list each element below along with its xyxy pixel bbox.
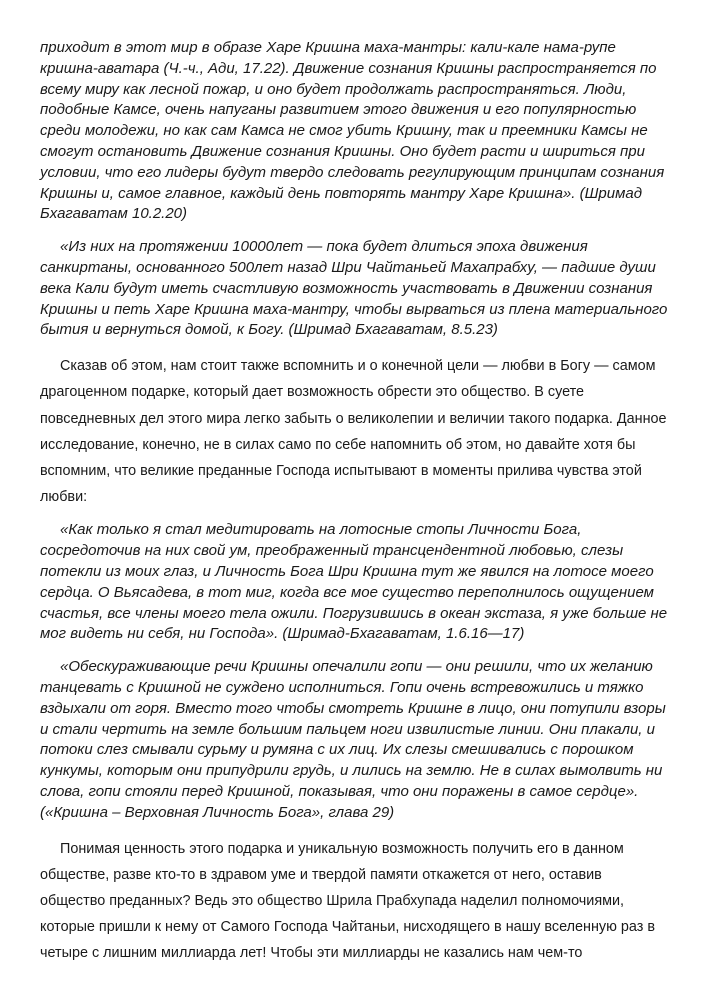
quote-paragraph-1: приходит в этот мир в образе Харе Кришна маха-мантры: кали-кале нама-рупе кришна-аватара (Ч.-ч., Ади, 17.22). Движение сознания Кришны распространяется по всему миру как лесной пожар, и оно будет продолжать распространяться. Люди, подобные Камсе, очень напуганы развитием этого движения и его популярностью среди молодежи, но как сам Камса не смог убить Кришну, так и преемники Камсы не смогут остановить Движение сознания Кришны. Оно будет расти и шириться при условии, что его лидеры будут твердо следовать регулирующим принципам сознания Кришны и, самое главное, каждый день повторять мантру Харе Кришна». (Шримад Бхагаватам 10.2.20) (40, 39, 665, 223)
quote-paragraph-2: «Из них на протяжении 10000лет — пока будет длиться эпоха движения санкиртаны, основанного 500лет назад Шри Чайтаньей Махапрабху, — падшие души века Кали будут иметь счастливую возможность участвовать в Движении сознания Кришны и петь Харе Кришна маха-мантру, чтобы вырваться из плена материального бытия и вернуться домой, к Богу. (Шримад Бхагаватам, 8.5.23) (40, 238, 668, 339)
body-paragraph-2: Понимая ценность этого подарка и уникальную возможность получить его в данном обществе, разве кто-то в здравом уме и твердой памяти откажется от него, оставив общество преданных? Ведь это общество Шрила Прабхупада наделил полномочиями, которые пришли к нему от Самого Господа Чайтаньи, нисходящего в нашу вселенную раз в четыре с лишним миллиарда лет! Чтобы эти миллиарды не казались нам чем-то (40, 840, 655, 962)
document-page (40, 38, 670, 977)
quote-paragraph-4: «Обескураживающие речи Кришны опечалили гопи — они решили, что их желанию танцевать с Кришной не суждено исполниться. Гопи очень встревожились и тяжко вздыхали от горя. Вместо того чтобы смотреть Кришне в лицо, они потупили взоры и стали чертить на земле большим пальцем ноги извилистые линии. Они плакали, и потоки слез смывали сурьму и румяна с их лиц. Их слезы смешивались с порошком кункумы, которым они припудрили грудь, и лились на землю. Не в силах вымолвить ни слова, гопи стояли перед Кришной, показывая, что они поражены в самое сердце». («Кришна – Верховная Личность Бога», глава 29) (40, 658, 666, 821)
quote-paragraph-3: «Как только я стал медитировать на лотосные стопы Личности Бога, сосредоточив на них свой ум, преображенный трансцендентной любовью, слезы потекли из моих глаз, и Личность Бога Шри Кришна тут же явился на лотосе моего сердца. О Вьясадева, в тот миг, когда все мое существо переполнилось ощущением счастья, все члены моего тела ожили. Погрузившись в океан экстаза, я уже больше не мог видеть ни себя, ни Господа». (Шримад-Бхагаватам, 1.6.16—17) (40, 521, 668, 643)
body-paragraph-1: Сказав об этом, нам стоит также вспомнить и о конечной цели — любви в Богу — самом драгоценном подарке, который дает возможность обрести это общество. В суете повседневных дел этого мира легко забыть о великолепии и величии такого подарка. Данное исследование, конечно, не в силах само по себе напомнить об этом, но давайте хотя бы вспомним, что великие преданные Господа испытывают в моменты прилива чувства этой любви: (40, 358, 667, 506)
